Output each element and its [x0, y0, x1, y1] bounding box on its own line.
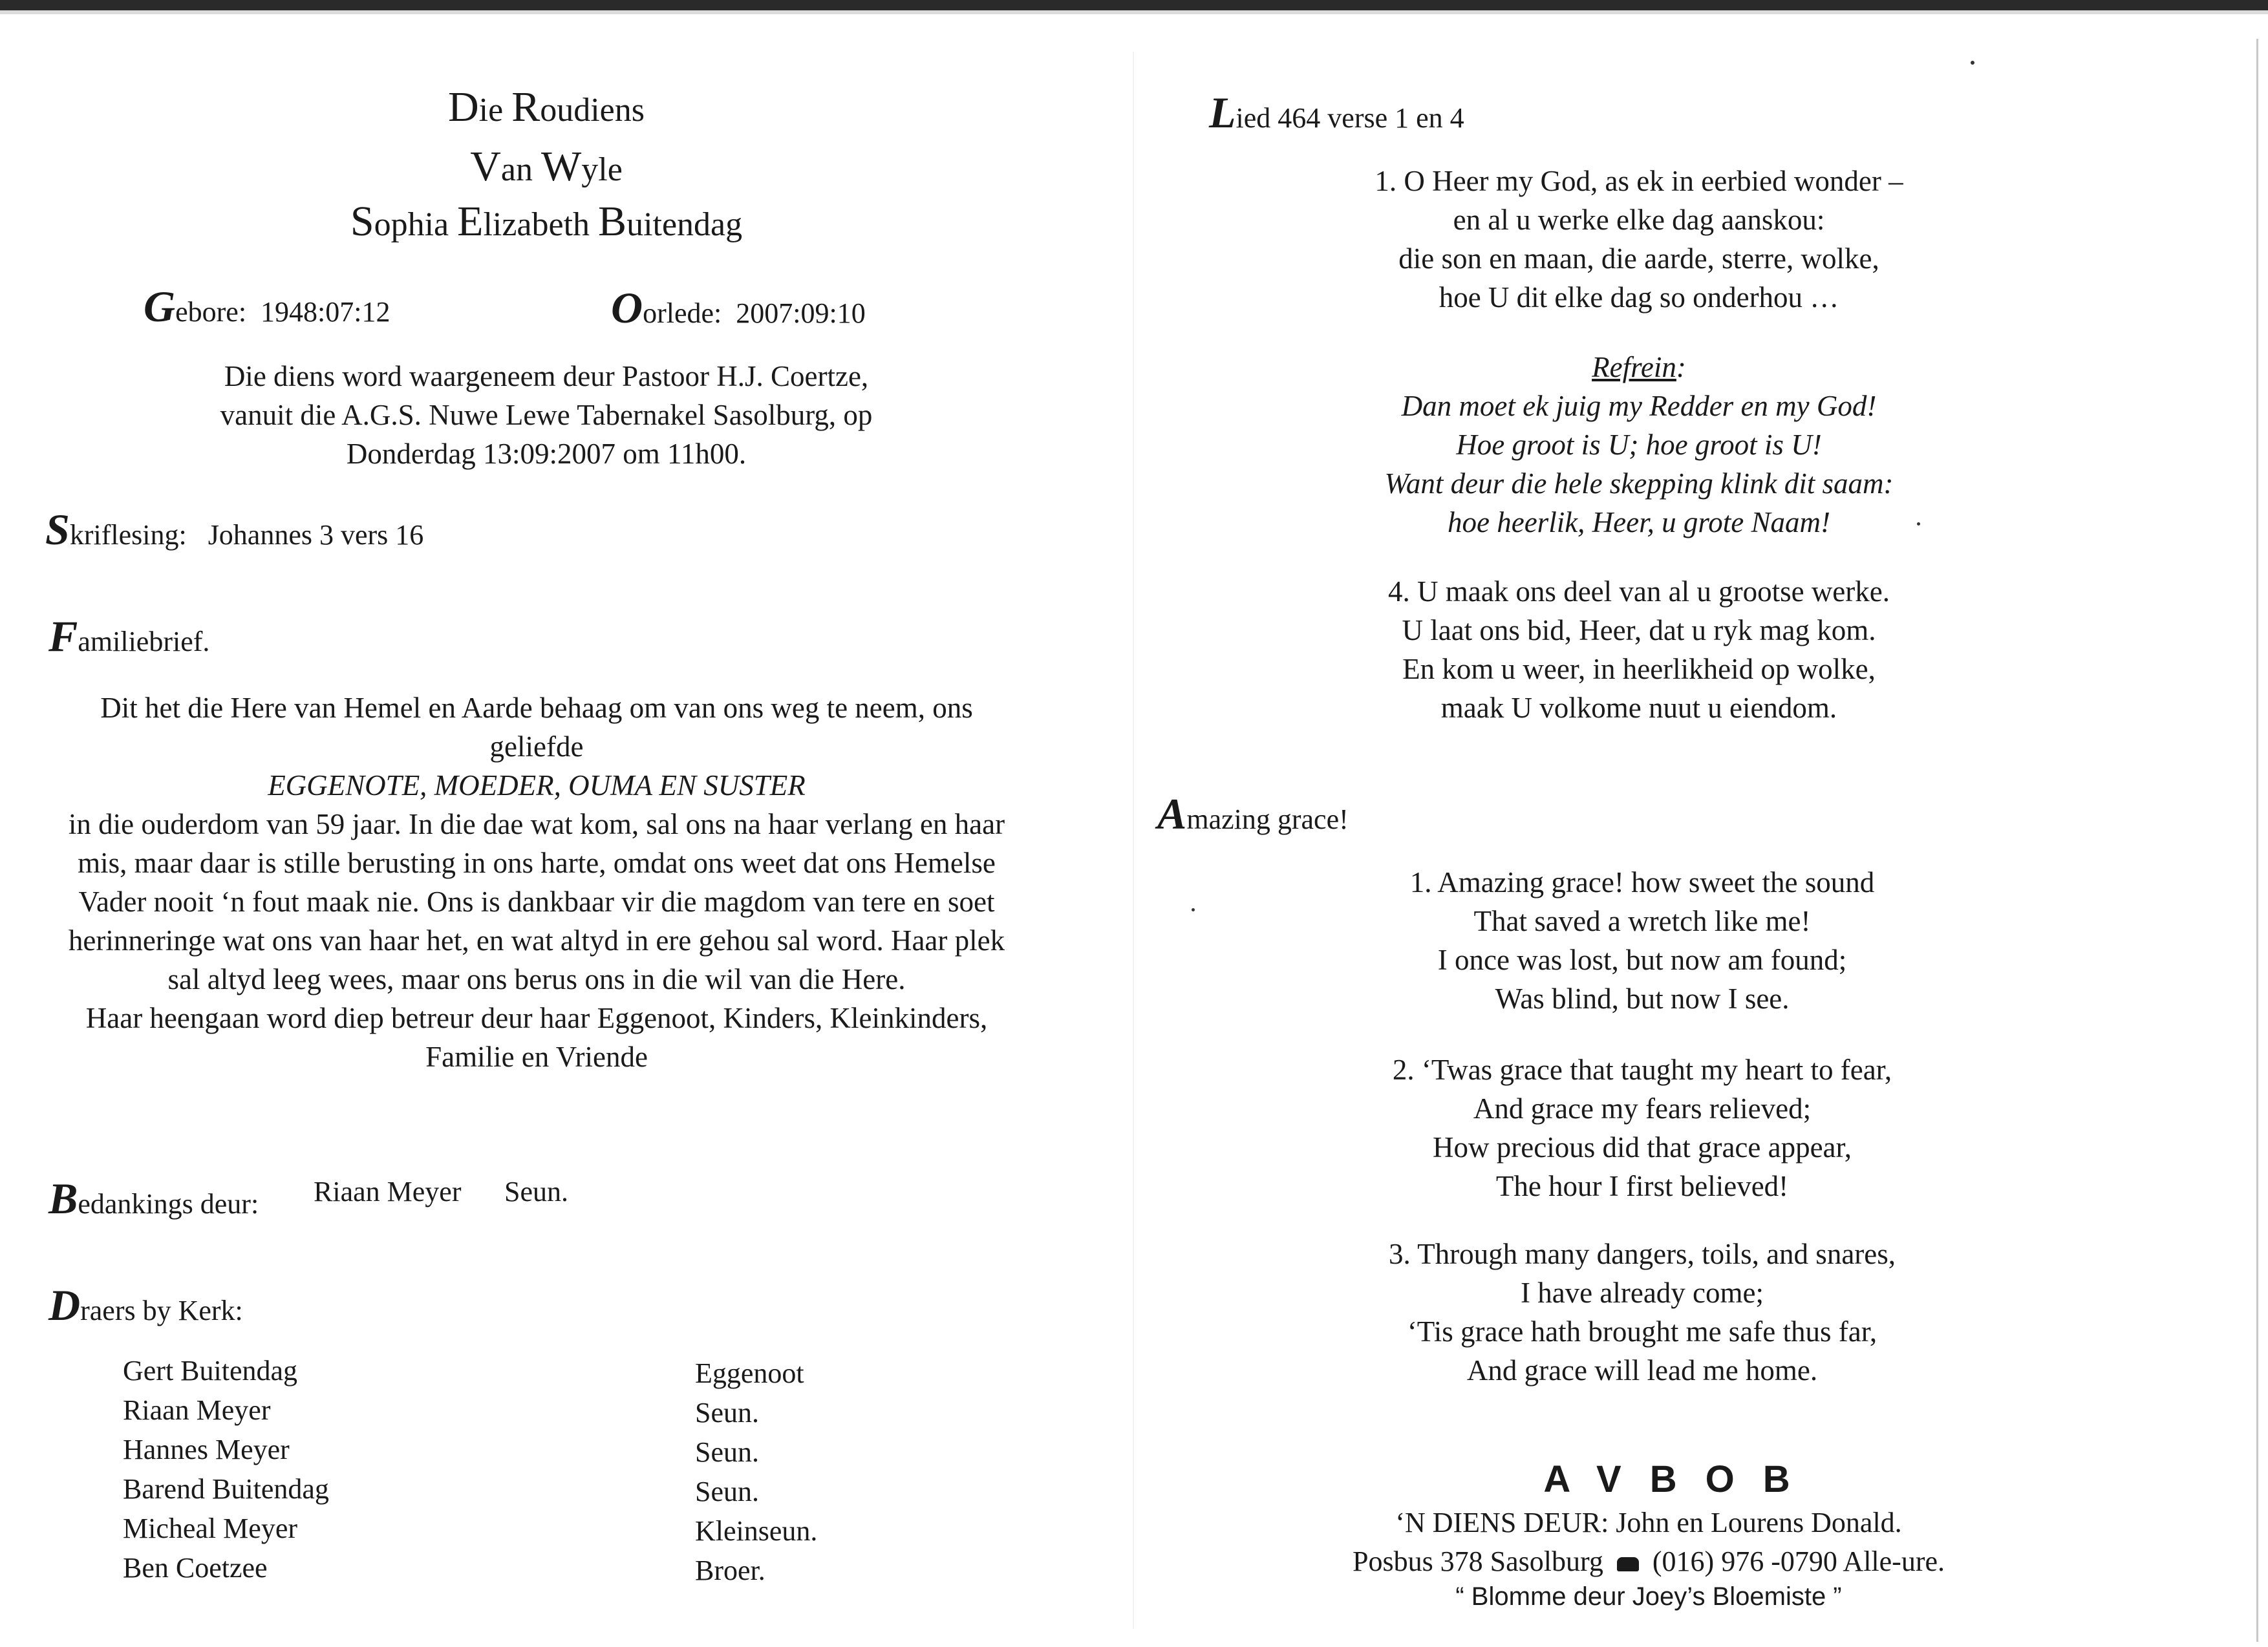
song-verse-3: 3. Through many dangers, toils, and snares, I have already come; ‘Tis grace hath brought me safe thus far, And grace will lead me home. — [1388, 1238, 1896, 1387]
bearer-relation: Broer. — [695, 1555, 765, 1586]
hymn-verse-1: 1. O Heer my God, as ek in eerbied wonder – en al u werke elke dag aanskou: die son en maan, die aarde, sterre, wolke, hoe U dit elke dag so onderhou … — [1375, 165, 1903, 313]
song-heading: Amazing grace! — [1157, 789, 1349, 838]
scan-speck — [1192, 908, 1195, 911]
service-details: Die diens word waargeneem deur Pastoor H.J. Coertze, vanuit die A.G.S. Nuwe Lewe Tabernakel Sasolburg, op Donderdag 13:09:2007 om 11h00. — [220, 360, 873, 470]
song-verse-2: 2. ‘Twas grace that taught my heart to fear, And grace my fears relieved; How precious did that grace appear, The hour I first believed! — [1392, 1054, 1892, 1202]
bearers-relations — [695, 1354, 817, 1590]
bearer-name: Gert Buitendag — [123, 1355, 298, 1387]
bearer-name: Ben Coetzee — [123, 1552, 268, 1584]
song-verse-1: 1. Amazing grace! how sweet the sound That saved a wretch like me! I once was lost, but now am found; Was blind, but now I see. — [1409, 866, 1875, 1015]
title-line-3: Sophia Elizabeth Buitendag — [350, 198, 743, 245]
family-letter-text: Dit het die Here van Hemel en Aarde behaag om van ons weg te neem, ons geliefde EGGENOTE, MOEDER, OUMA EN SUSTER in die ouderdom van 59 jaar. In die dae wat kom, sal ons na haar verlang en haar mis, maar daar is stille berusting in ons harte, omdat ons weet dat ons Hemelse Vader nooit ‘n fout maak nie. Ons is dankbaar vir die magdom van tere en soet herinneringe wat ons van haar het, en wat altyd in ere gehou sal word. Haar plek sal altyd leeg wees, maar ons berus ons in die wil van die Here. Haar heengaan word diep betreur deur haar Eggenoot, Kinders, Kleinkinders, Familie en Vriende — [68, 692, 1005, 1073]
scripture-reading: Skriflesing: Johannes 3 vers 16 — [45, 505, 424, 554]
bearer-relation: Kleinseun. — [695, 1515, 818, 1547]
scan-speck — [1971, 61, 1974, 65]
scan-top-border — [0, 0, 2268, 10]
bearer-relation: Seun. — [695, 1397, 759, 1429]
scan-right-edge — [2256, 39, 2258, 1642]
title-line-1: Die Roudiens — [448, 83, 645, 131]
scan-speck — [1917, 522, 1920, 526]
hymn-heading: Lied 464 verse 1 en 4 — [1209, 88, 1464, 137]
bearer-name: Hannes Meyer — [123, 1434, 290, 1465]
family-letter-heading: Familiebrief. — [48, 611, 210, 661]
page-fold — [1133, 52, 1134, 1629]
title-line-2: Van Wyle — [470, 143, 623, 190]
bearer-name: Barend Buitendag — [123, 1473, 329, 1505]
thanks-relation: Seun. — [504, 1176, 568, 1207]
refrain-label: Refrein — [1592, 351, 1676, 383]
hymn-verse-4: 4. U maak ons deel van al u grootse werke. U laat ons bid, Heer, dat u ryk mag kom. En kom u weer, in heerlikheid op wolke, maak U volkome nuut u eiendom. — [1387, 575, 1890, 724]
thanks-name: Riaan Meyer — [314, 1176, 462, 1207]
bearer-name: Micheal Meyer — [123, 1513, 297, 1544]
bearer-name: Riaan Meyer — [123, 1394, 271, 1426]
birth-date: Gebore: 1948:07:12 — [144, 282, 390, 331]
scan-top-shadow — [0, 10, 2268, 14]
funeral-provider: ‘N DIENS DEUR: John en Lourens Donald. — [1395, 1507, 1902, 1538]
avbob-logo: AVBOB — [1543, 1458, 1819, 1500]
thanks-line: Bedankings deur: — [48, 1174, 259, 1223]
death-date: Oorlede: 2007:09:10 — [611, 283, 866, 332]
hymn-refrain: Refrein: Dan moet ek juig my Redder en my God! Hoe groot is U; hoe groot is U! Want deur die hele skepping klink dit saam: hoe heerlik, Heer, u grote Naam! — [1384, 351, 1894, 538]
bearer-relation: Seun. — [695, 1476, 759, 1507]
bearers-heading: Draers by Kerk: — [48, 1280, 243, 1330]
bearer-relation: Seun. — [695, 1436, 759, 1468]
provider-contact: Posbus 378 Sasolburg (016) 976 -0790 Alle-ure. — [1352, 1546, 1945, 1577]
florist-credit: “ Blomme deur Joey’s Bloemiste ” — [1455, 1582, 1842, 1611]
telephone-icon — [1617, 1557, 1639, 1571]
bearers-names — [123, 1351, 329, 1588]
bearer-relation: Eggenoot — [695, 1357, 804, 1389]
